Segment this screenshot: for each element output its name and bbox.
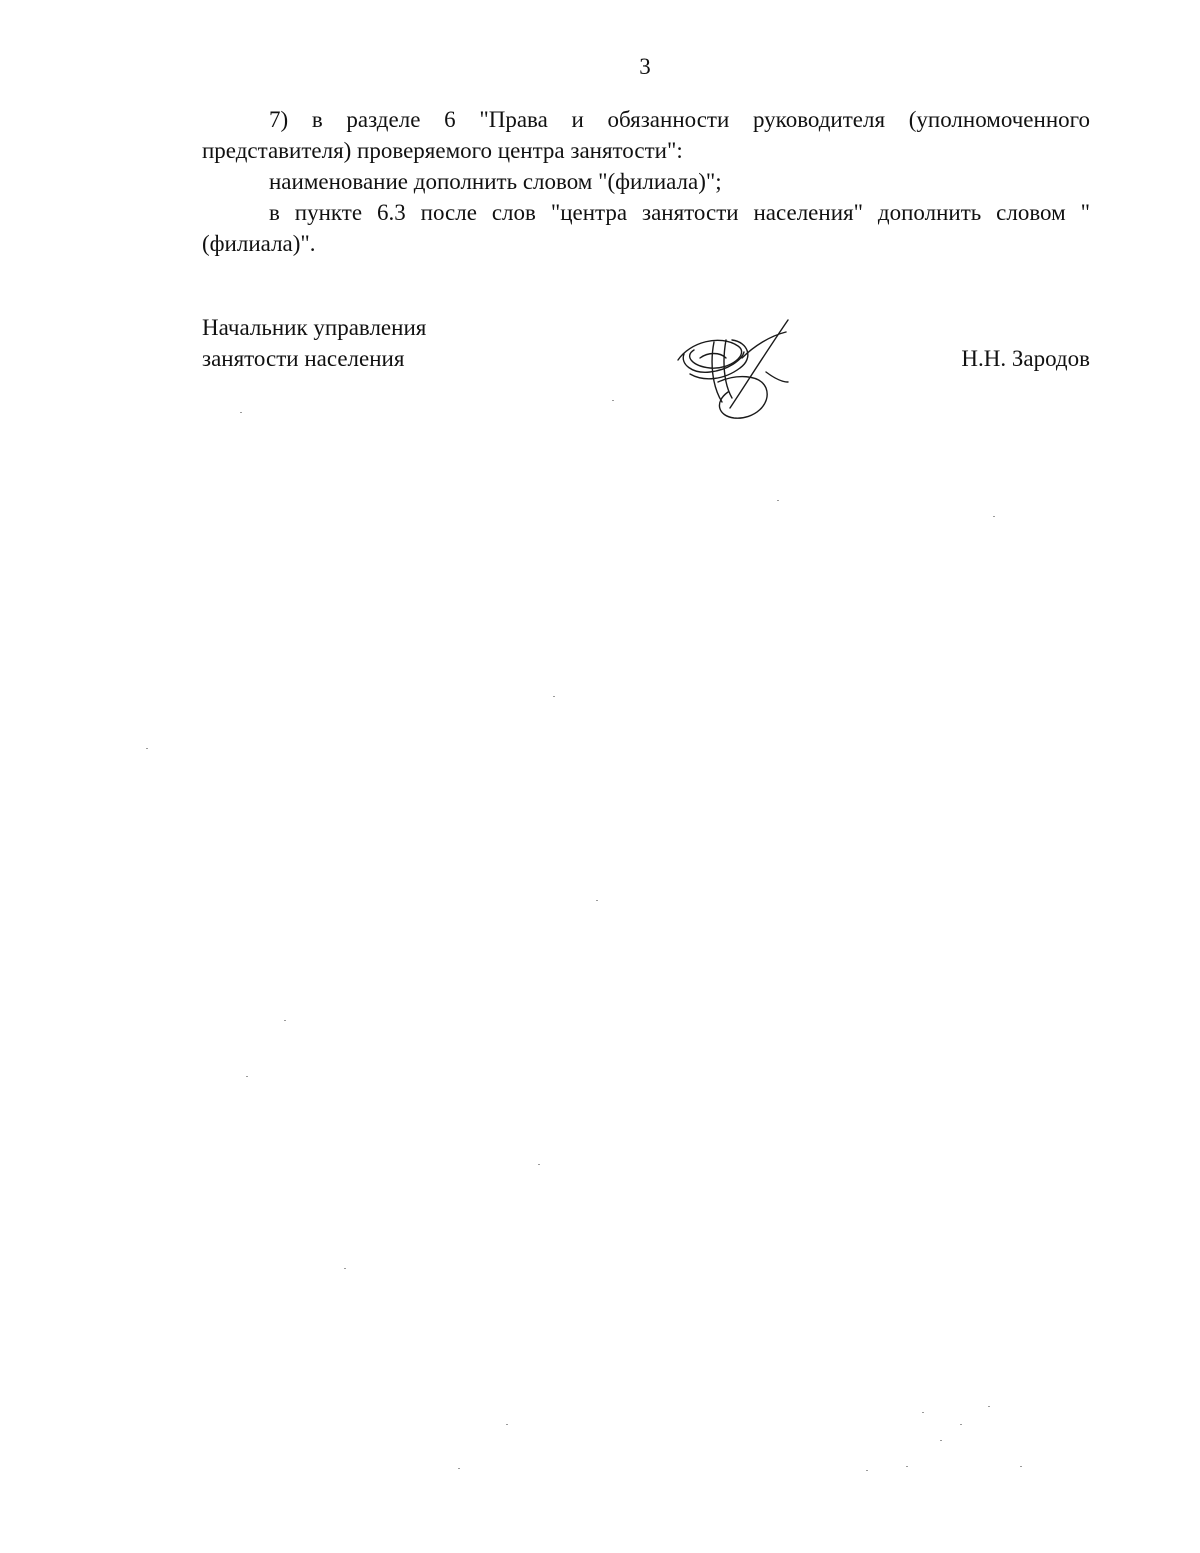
scan-speck (146, 748, 148, 749)
page-number: 3 (639, 54, 651, 79)
signer-name: Н.Н. Зародов (961, 346, 1090, 371)
document-body (202, 104, 1090, 259)
paragraph-item-7: 7) в разделе 6 "Права и обязанности руководителя (уполномоченного представителя) проверяемого центра занятости": (202, 107, 1090, 163)
scan-speck (993, 516, 995, 517)
signer-position-line-1: Начальник управления (202, 315, 427, 340)
signature-block (202, 312, 1090, 432)
scan-speck (940, 1440, 942, 1441)
scan-speck (458, 1468, 460, 1469)
scan-speck (284, 1020, 286, 1021)
scan-speck (612, 400, 614, 401)
scan-speck (506, 1424, 508, 1425)
scan-speck (344, 1268, 346, 1269)
scan-speck (960, 1424, 962, 1425)
scan-speck (538, 1164, 540, 1165)
paragraph-clause-6-3: в пункте 6.3 после слов "центра занятости населения" дополнить словом "(филиала)". (202, 200, 1090, 256)
scan-speck (246, 1076, 248, 1077)
scan-speck (553, 696, 555, 697)
scan-speck (1020, 1466, 1022, 1467)
signer-position-line-2: занятости населения (202, 346, 405, 371)
signer-position (202, 312, 426, 374)
scan-speck (777, 500, 779, 501)
scan-speck (240, 412, 242, 413)
handwritten-signature-icon (670, 312, 800, 427)
scan-speck (596, 900, 598, 901)
scan-speck (988, 1406, 990, 1407)
scan-speck (866, 1470, 868, 1471)
scan-speck (922, 1412, 924, 1413)
scan-speck (906, 1466, 908, 1467)
paragraph-name-amendment: наименование дополнить словом "(филиала)"; (269, 169, 722, 194)
